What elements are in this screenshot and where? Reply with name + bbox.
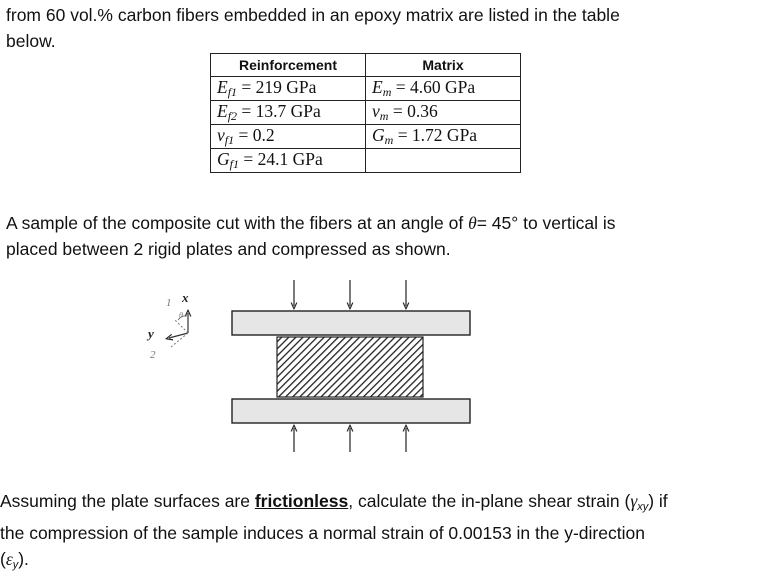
value: = 24.1 GPa — [238, 149, 323, 169]
sample-paragraph — [6, 210, 756, 262]
value: = 0.2 — [234, 125, 275, 145]
symbol: G — [372, 125, 385, 145]
theta-symbol: θ — [468, 213, 477, 233]
subscript: m — [382, 85, 392, 99]
symbol: E — [217, 77, 228, 97]
gamma-subscript: xy — [637, 501, 649, 513]
axis-1-label: 1 — [166, 297, 172, 309]
table-row — [211, 125, 521, 149]
question-paragraph — [0, 488, 762, 578]
table-cell — [211, 101, 366, 125]
intro-line-1: from 60 vol.% carbon fibers embedded in an epoxy matrix are listed in the table — [6, 5, 620, 25]
epsilon-subscript: y — [12, 559, 19, 571]
value: = 1.72 GPa — [393, 125, 478, 145]
header-matrix: Matrix — [366, 54, 521, 77]
y-axis-arrow — [169, 333, 188, 338]
table-row — [211, 77, 521, 101]
subscript: m — [384, 133, 394, 147]
bottom-plate — [232, 399, 470, 423]
table-cell — [366, 77, 521, 101]
table-cell-empty — [366, 149, 521, 173]
table-cell — [366, 101, 521, 125]
subscript: m — [379, 109, 389, 123]
subscript: f2 — [227, 109, 238, 123]
table-cell — [211, 77, 366, 101]
intro-line-2: below. — [6, 31, 56, 51]
top-plate — [232, 311, 470, 335]
gamma-symbol: γ — [630, 491, 638, 511]
axis-1-line — [174, 319, 188, 333]
composite-sample — [277, 337, 423, 397]
symbol: E — [217, 101, 228, 121]
question-line-2: the compression of the sample induces a normal strain of 0.00153 in the y-direction — [0, 523, 645, 543]
header-reinforcement: Reinforcement — [211, 54, 366, 77]
sample-line-1a: A sample of the composite cut with the fibers at an angle of — [6, 213, 469, 233]
sample-line-2: placed between 2 rigid plates and compressed as shown. — [6, 239, 451, 259]
symbol: E — [372, 77, 383, 97]
table-cell — [211, 149, 366, 173]
subscript: f1 — [224, 133, 235, 147]
subscript: f1 — [227, 85, 238, 99]
table-row — [211, 149, 521, 173]
frictionless-emphasis: frictionless — [254, 491, 349, 511]
table-row — [211, 101, 521, 125]
symbol: G — [217, 149, 230, 169]
x-label: x — [182, 290, 189, 305]
value: = 13.7 GPa — [237, 101, 321, 121]
symbol: ν — [372, 101, 380, 121]
axes-glyph — [146, 290, 189, 361]
compression-figure — [140, 280, 480, 455]
theta-label: θ — [179, 311, 183, 320]
question-part-2: , calculate the in-plane shear strain ( — [348, 491, 631, 511]
axis-2-label: 2 — [150, 349, 156, 361]
table-cell — [211, 125, 366, 149]
subscript: f1 — [229, 157, 239, 171]
epsilon-symbol: ε — [5, 549, 13, 569]
bottom-load-arrows — [294, 428, 406, 452]
intro-paragraph — [6, 2, 756, 54]
top-load-arrows — [294, 280, 406, 306]
question-part-3: ) if — [648, 491, 668, 511]
value: = 4.60 GPa — [391, 77, 476, 97]
question-line-3-close: ). — [18, 549, 29, 569]
properties-table — [210, 53, 521, 173]
value: = 0.36 — [388, 101, 438, 121]
y-label: y — [148, 326, 154, 341]
value: = 219 GPa — [237, 77, 317, 97]
symbol: ν — [217, 125, 225, 145]
question-line-3-open: ( — [0, 549, 6, 569]
question-part-1: Assuming the plate surfaces are — [0, 491, 255, 511]
sample-line-1b: = 45° to vertical is — [476, 213, 616, 233]
table-cell — [366, 125, 521, 149]
table-header-row — [211, 54, 521, 77]
